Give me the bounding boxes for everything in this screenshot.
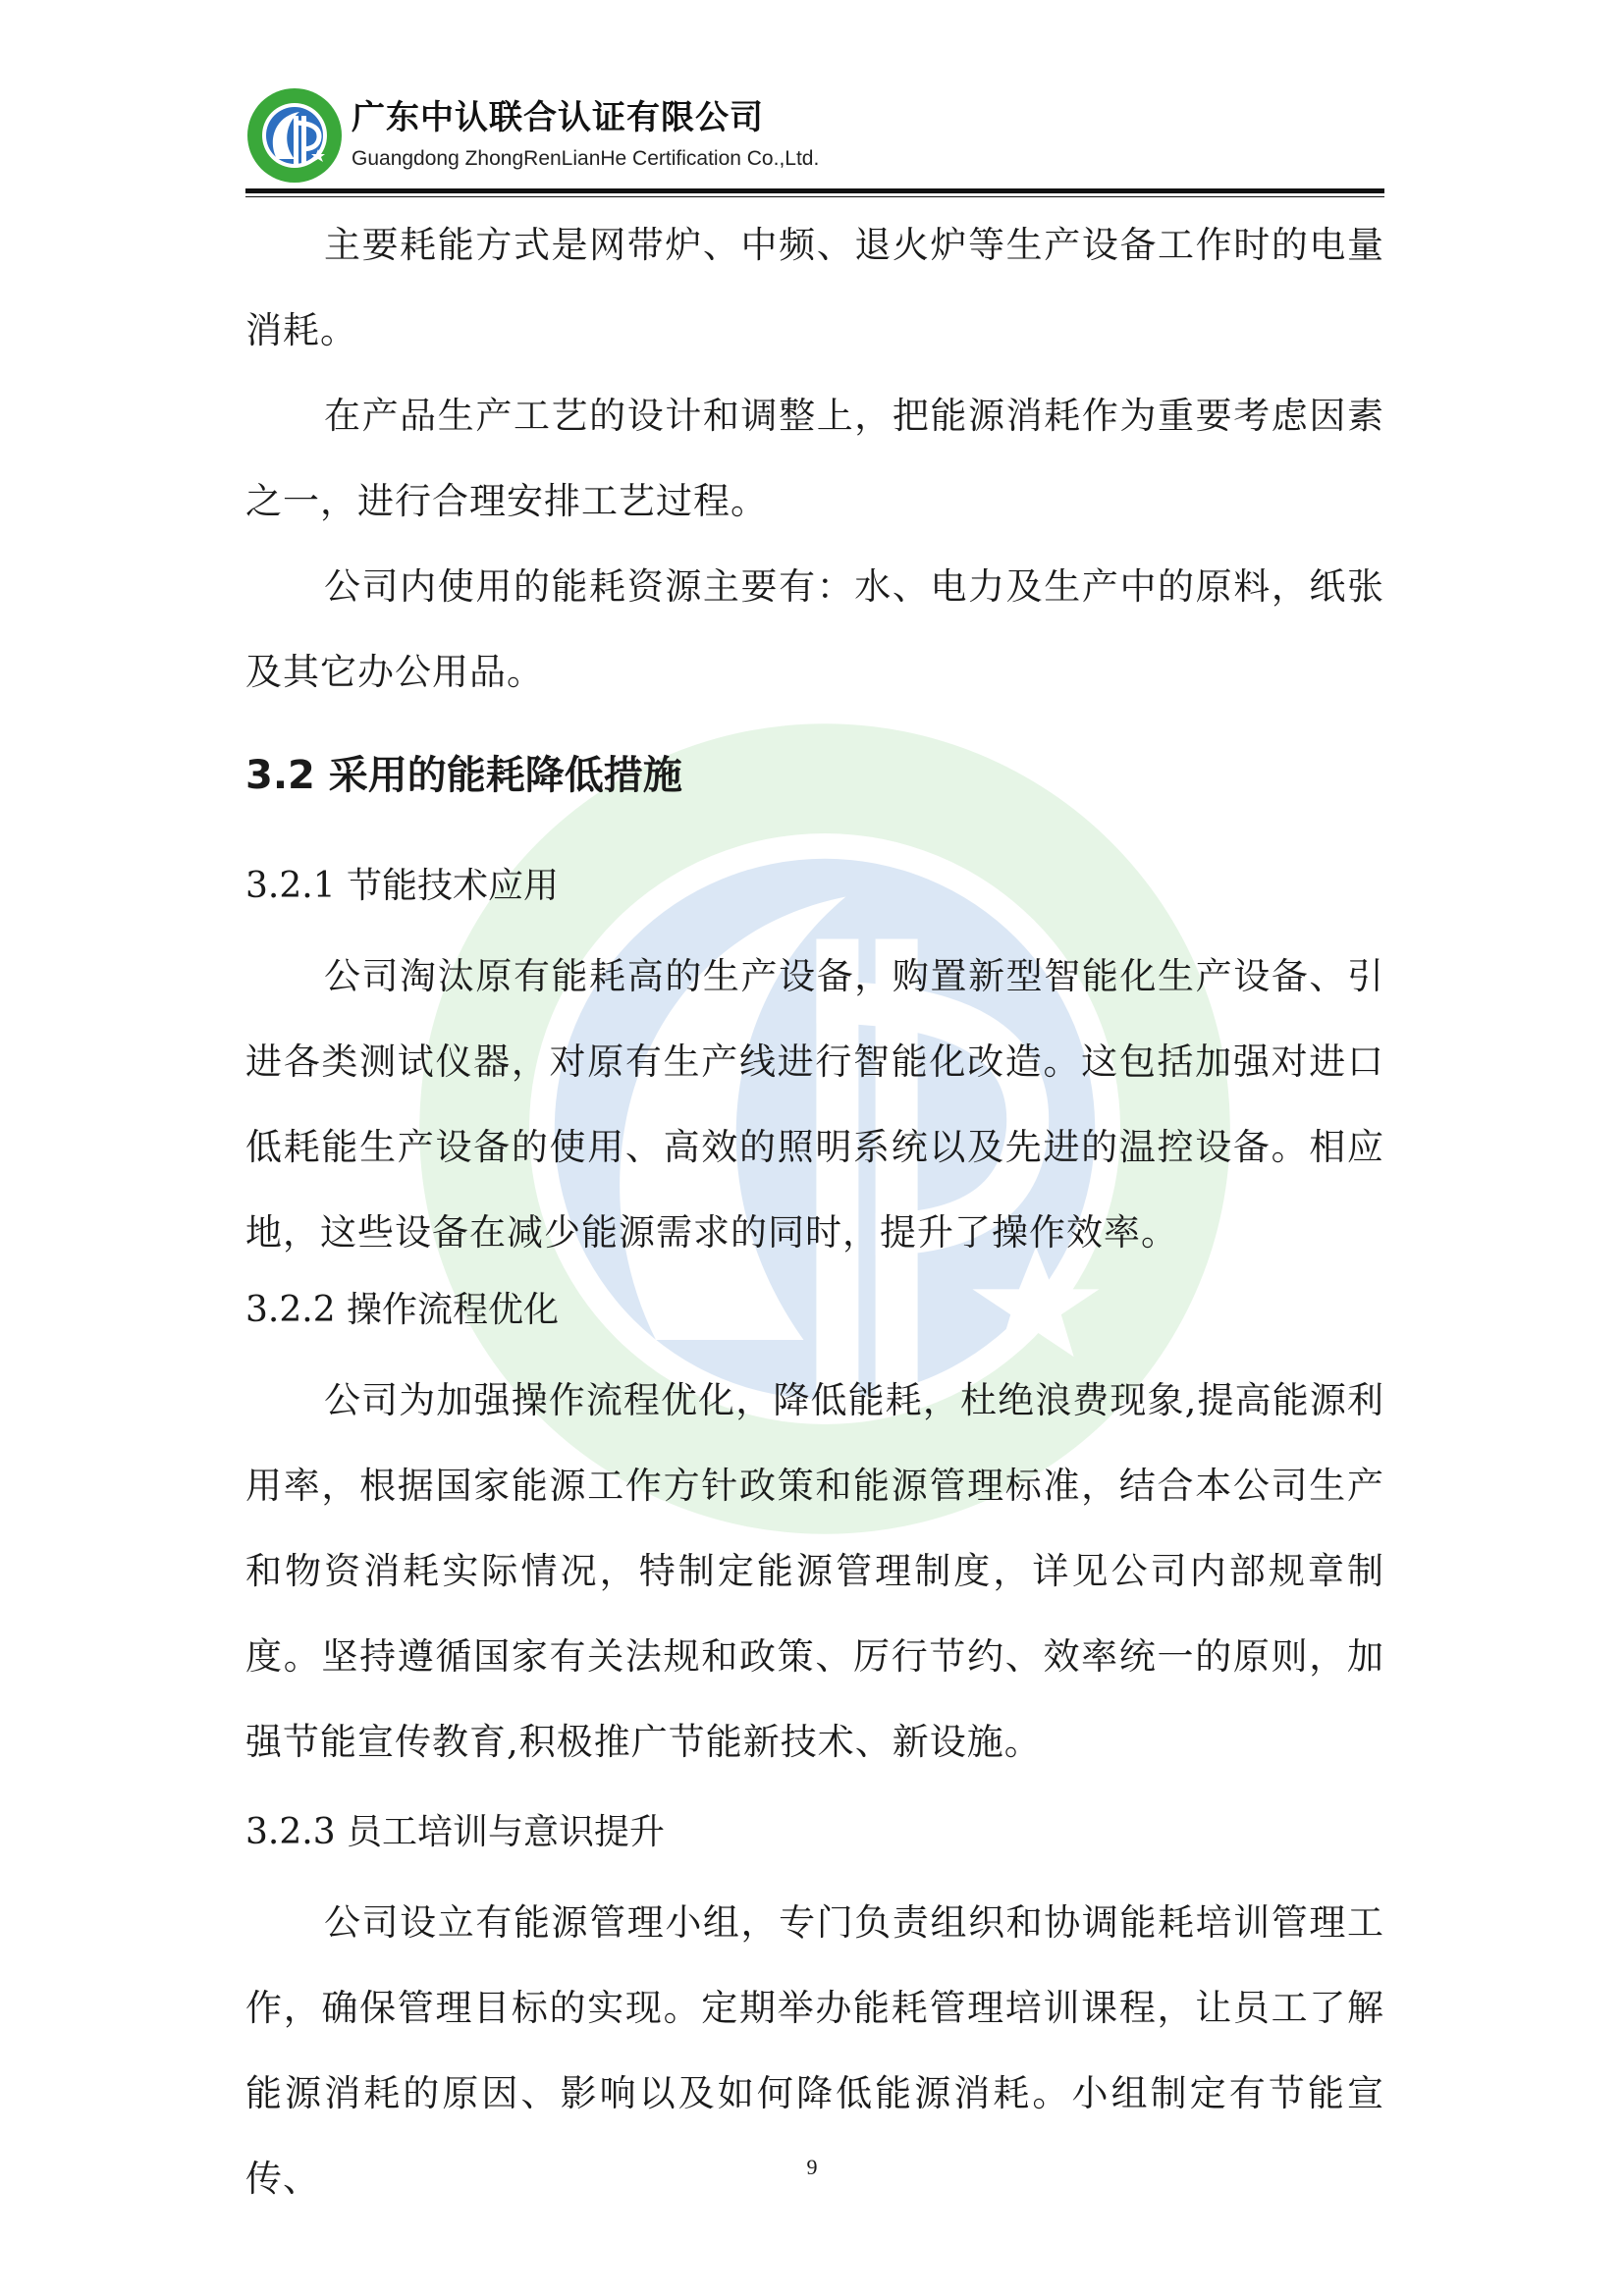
paragraph-energy-mode: 主要耗能方式是网带炉、中频、退火炉等生产设备工作时的电量消耗。 [245,224,1384,351]
section-heading-3-2: 3.2 采用的能耗降低措施 [245,753,682,798]
paragraph-process-design: 在产品生产工艺的设计和调整上，把能源消耗作为重要考虑因素之一，进行合理安排工艺过程。 [245,395,1384,522]
paragraph-resources: 公司内使用的能耗资源主要有：水、电力及生产中的原料，纸张及其它办公用品。 [245,565,1384,693]
subsection-heading-3-2-3: 3.2.3 员工培训与意识提升 [245,1812,666,1852]
paragraph-process-optimization: 公司为加强操作流程优化，降低能耗，杜绝浪费现象,提高能源利用率，根据国家能源工作方针政策和能源管理标准，结合本公司生产和物资消耗实际情况，特制定能源管理制度，详见公司内部规章制度。坚持遵循国家有关法规和政策、厉行节约、效率统一的原则，加强节能宣传教育,积极推广节能新技术、新设施。 [245,1379,1384,1763]
page-number: 9 [806,2155,818,2179]
company-name-english: Guangdong ZhongRenLianHe Certification Co.,Ltd. [352,147,820,170]
paragraph-energy-tech: 公司淘汰原有能耗高的生产设备，购置新型智能化生产设备、引进各类测试仪器，对原有生产线进行智能化改造。这包括加强对进口低耗能生产设备的使用、高效的照明系统以及先进的温控设备。相应地，这些设备在减少能源需求的同时，提升了操作效率。 [245,955,1384,1254]
paragraph-staff-training: 公司设立有能源管理小组，专门负责组织和协调能耗培训管理工作，确保管理目标的实现。定期举办能耗管理培训课程，让员工了解能源消耗的原因、影响以及如何降低能源消耗。小组制定有节能宣传、 [245,1901,1384,2200]
company-name: 广东中认联合认证有限公司 [352,98,764,137]
header-rule [245,188,1384,193]
page-header [245,79,1384,196]
subsection-heading-3-2-1: 3.2.1 节能技术应用 [245,866,560,906]
company-logo [245,86,344,185]
subsection-heading-3-2-2: 3.2.2 操作流程优化 [245,1290,560,1330]
header-rule-thin [245,196,1384,197]
